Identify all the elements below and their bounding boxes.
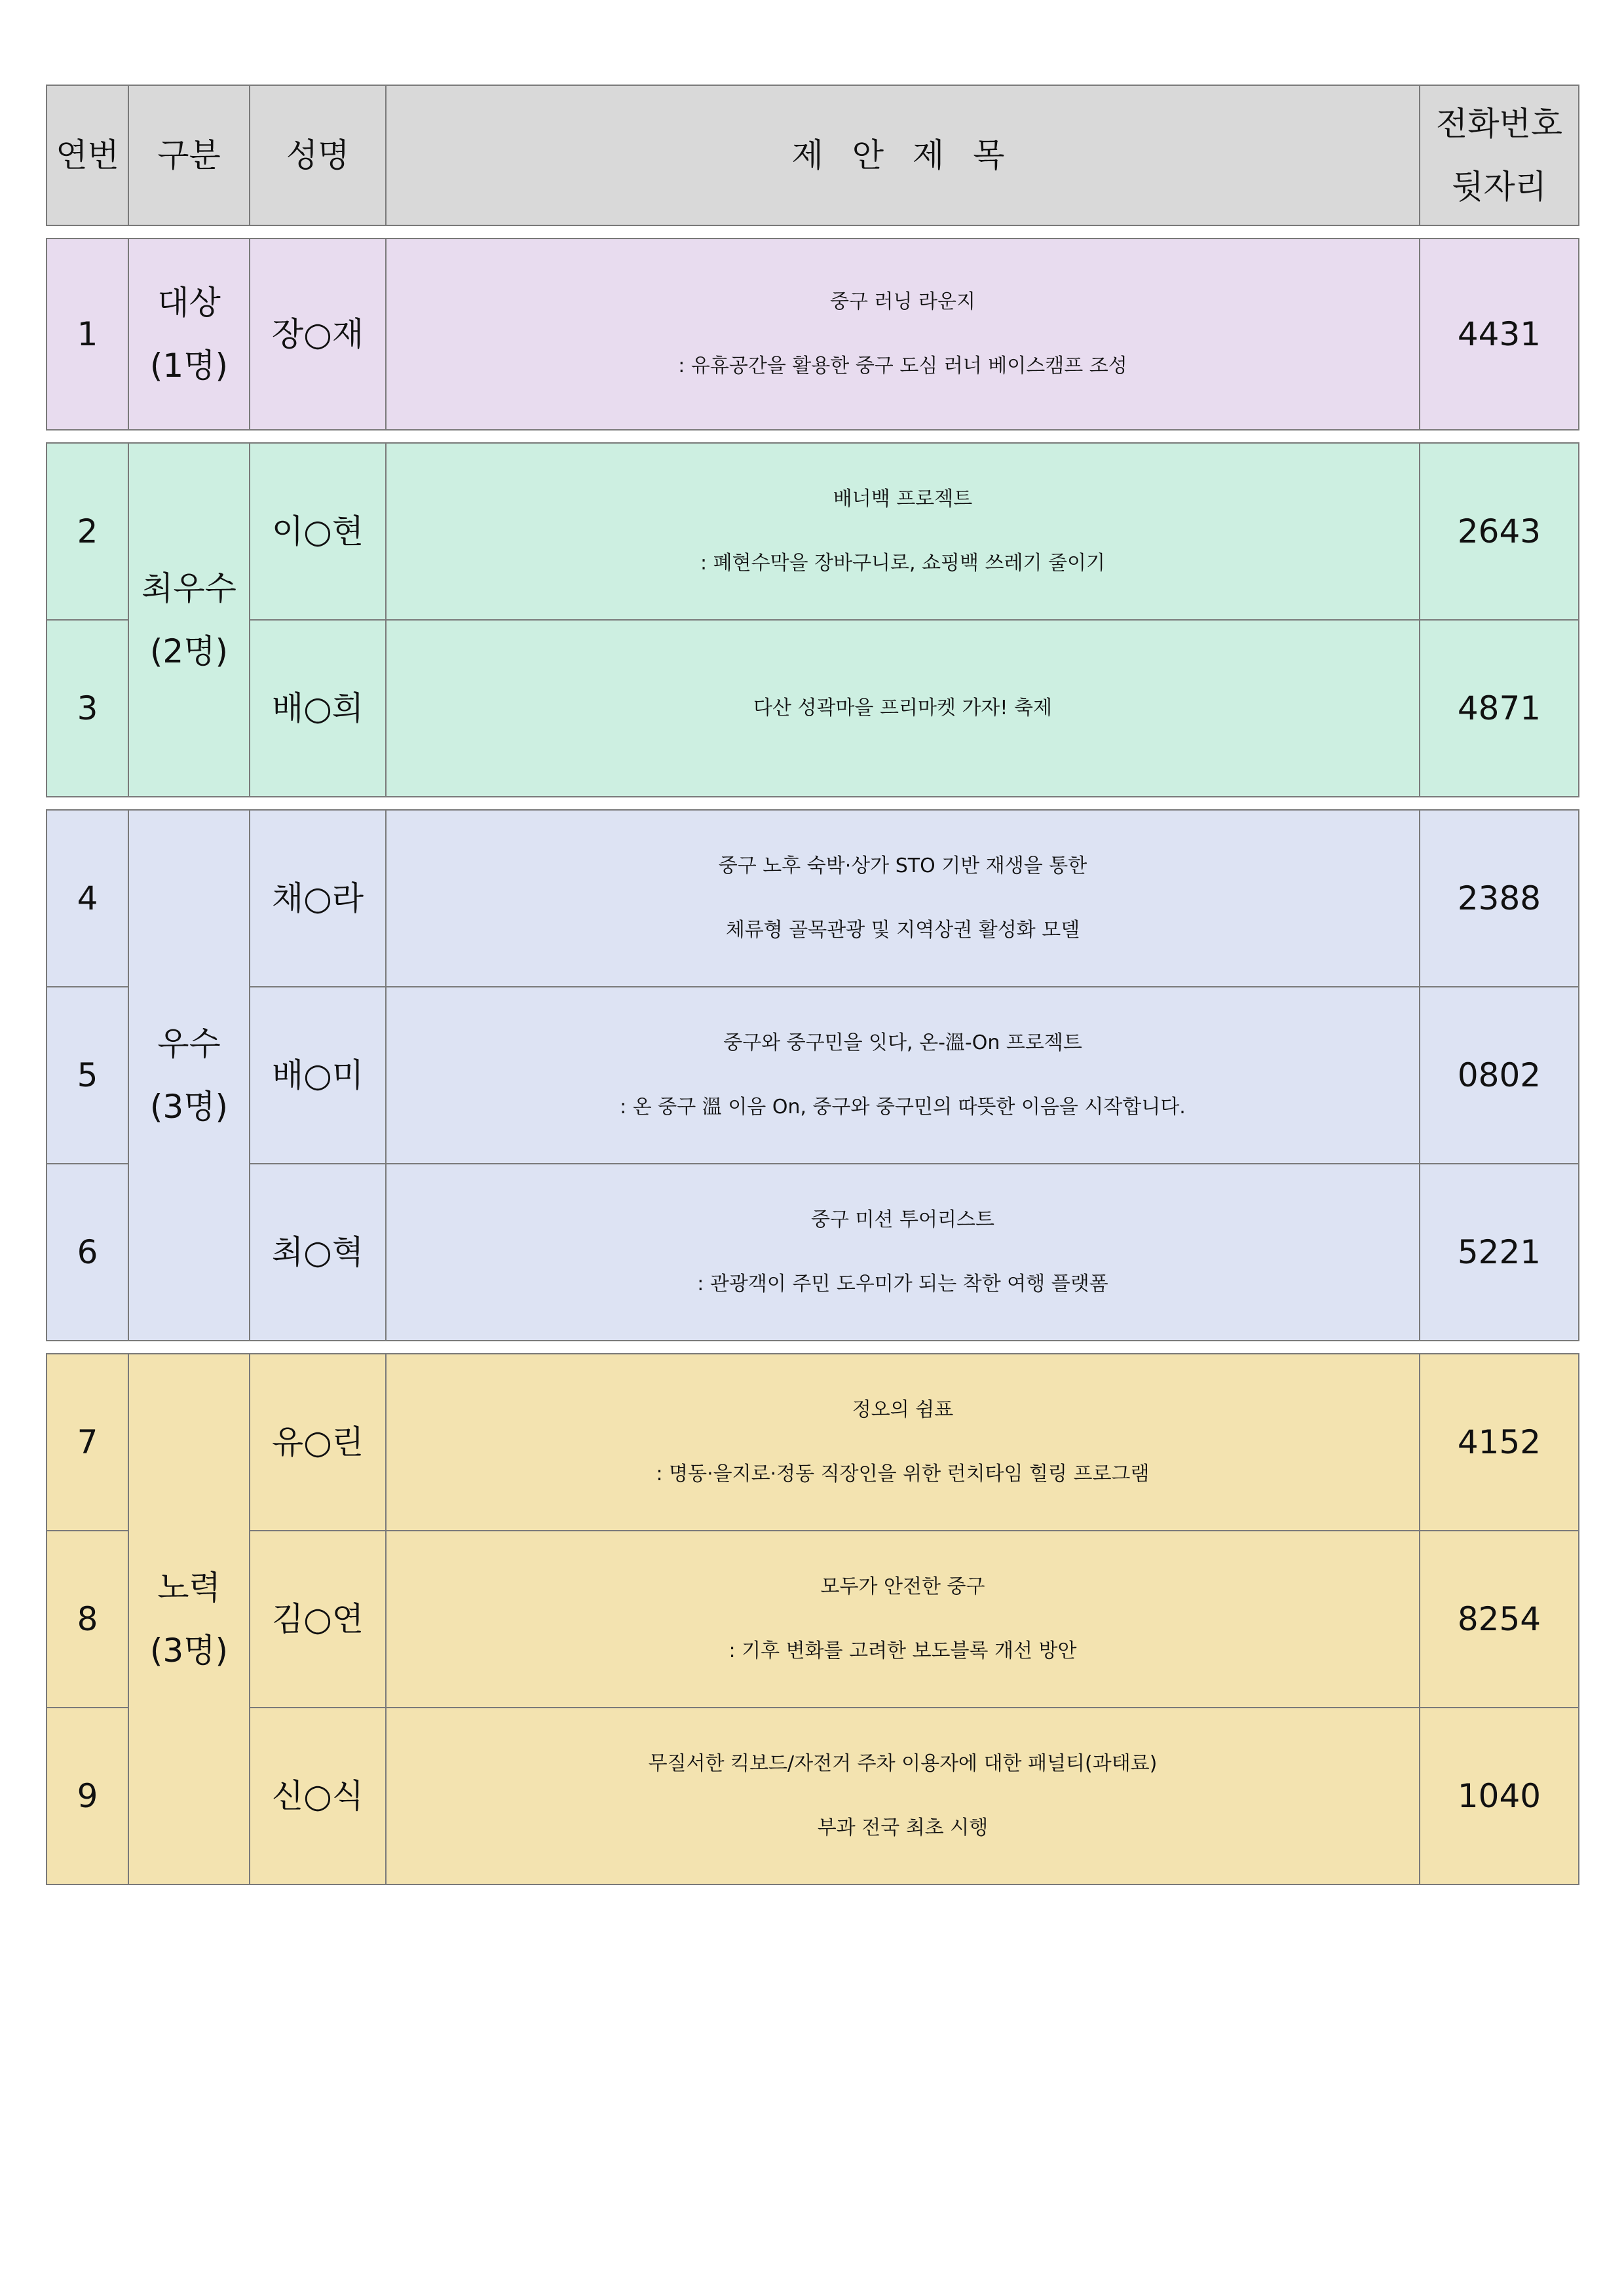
- proposal-title: [386, 1531, 1420, 1708]
- award-category-label: 최우수: [142, 569, 236, 607]
- award-category-label: 노력: [157, 1569, 221, 1607]
- table-row: [47, 1164, 1579, 1341]
- group-spacer-cell: [47, 797, 1579, 810]
- proposal-title: [386, 443, 1420, 620]
- row-number: [47, 1708, 128, 1885]
- row-number-text: 6: [77, 1233, 98, 1271]
- proposal-title-sub: : 관광객이 주민 도우미가 되는 착한 여행 플랫폼: [697, 1272, 1108, 1295]
- award-category: [128, 810, 250, 1341]
- proposal-title-main: 무질서한 킥보드/자전거 주차 이용자에 대한 패널티(과태료): [648, 1752, 1158, 1775]
- award-category-count: (3명): [149, 1632, 229, 1670]
- table-row: [47, 987, 1579, 1164]
- phone-suffix-text: 4871: [1457, 689, 1541, 727]
- award-category-count: (1명): [149, 347, 229, 385]
- proposer-name: [250, 620, 386, 797]
- phone-suffix-text: 2643: [1457, 512, 1541, 550]
- proposal-title: [386, 1164, 1420, 1341]
- award-category: [128, 239, 250, 430]
- proposer-name: [250, 239, 386, 430]
- row-number: [47, 443, 128, 620]
- proposal-title-sub: : 유휴공간을 활용한 중구 도심 러너 베이스캠프 조성: [678, 354, 1127, 377]
- proposer-name-text: 배○미: [271, 1056, 364, 1094]
- proposer-name-text: 채○라: [271, 879, 364, 917]
- awards-table: [46, 85, 1579, 1885]
- row-number-text: 5: [77, 1056, 98, 1094]
- row-number-text: 9: [77, 1777, 98, 1815]
- proposer-name: [250, 1708, 386, 1885]
- proposer-name-text: 장○재: [271, 315, 364, 353]
- group-spacer: [47, 430, 1579, 443]
- row-number: [47, 987, 128, 1164]
- table-row: [47, 239, 1579, 430]
- phone-suffix-text: 4152: [1457, 1423, 1541, 1461]
- award-category-label: 대상: [157, 284, 221, 322]
- phone-suffix: [1420, 1531, 1579, 1708]
- proposal-title-main: 중구 러닝 라운지: [830, 290, 975, 313]
- proposer-name: [250, 1164, 386, 1341]
- proposer-name: [250, 987, 386, 1164]
- award-category-count: (2명): [149, 632, 229, 670]
- group-spacer: [47, 1341, 1579, 1354]
- proposal-title-sub: : 폐현수막을 장바구니로, 쇼핑백 쓰레기 줄이기: [700, 552, 1105, 575]
- proposer-name: [250, 1354, 386, 1531]
- proposal-title: [386, 810, 1420, 987]
- table-row: [47, 810, 1579, 987]
- award-category: [128, 443, 250, 797]
- row-number-text: 1: [77, 315, 98, 353]
- header-row: [47, 85, 1579, 225]
- proposal-title: [386, 239, 1420, 430]
- header-name: [250, 85, 386, 225]
- proposal-title-sub: : 온 중구 溫 이음 On, 중구와 중구민의 따뜻한 이음을 시작합니다.: [620, 1096, 1186, 1119]
- award-category-label: 우수: [157, 1025, 221, 1063]
- phone-suffix-text: 2388: [1457, 879, 1541, 917]
- group-spacer: [47, 797, 1579, 810]
- row-number-text: 8: [77, 1600, 98, 1638]
- proposal-title: [386, 620, 1420, 797]
- proposer-name: [250, 443, 386, 620]
- row-number-text: 4: [77, 879, 98, 917]
- proposal-title-main: 중구와 중구민을 잇다, 온-溫-On 프로젝트: [723, 1031, 1082, 1054]
- row-number: [47, 810, 128, 987]
- phone-suffix: [1420, 239, 1579, 430]
- table-row: [47, 1531, 1579, 1708]
- header-phone: [1420, 85, 1579, 225]
- row-number: [47, 620, 128, 797]
- header-title: [386, 85, 1420, 225]
- row-number: [47, 1164, 128, 1341]
- row-number-text: 7: [77, 1423, 98, 1461]
- proposal-title-main: 모두가 안전한 중구: [820, 1575, 985, 1598]
- proposer-name: [250, 1531, 386, 1708]
- award-category-count: (3명): [149, 1088, 229, 1126]
- awards-table-body: [47, 85, 1579, 1885]
- phone-suffix-text: 8254: [1457, 1600, 1541, 1638]
- header-name-label: 성명: [286, 136, 350, 174]
- table-row: [47, 620, 1579, 797]
- proposer-name-text: 최○혁: [271, 1233, 364, 1271]
- proposal-title-sub: 체류형 골목관광 및 지역상권 활성화 모델: [725, 919, 1080, 942]
- group-spacer-cell: [47, 225, 1579, 239]
- proposal-title: [386, 1708, 1420, 1885]
- phone-suffix-text: 5221: [1457, 1233, 1541, 1271]
- header-no-label: 연번: [56, 136, 119, 174]
- proposal-title: [386, 987, 1420, 1164]
- proposal-title-main: 다산 성곽마을 프리마켓 가자! 축제: [753, 697, 1052, 719]
- proposer-name-text: 배○희: [271, 689, 364, 727]
- header-category: [128, 85, 250, 225]
- row-number: [47, 1531, 128, 1708]
- phone-suffix: [1420, 443, 1579, 620]
- phone-suffix: [1420, 987, 1579, 1164]
- phone-suffix-text: 1040: [1457, 1777, 1541, 1815]
- proposal-title-sub: : 기후 변화를 고려한 보도블록 개선 방안: [728, 1639, 1077, 1662]
- proposal-title-sub: : 명동·을지로·정동 직장인을 위한 런치타임 힐링 프로그램: [656, 1463, 1150, 1485]
- phone-suffix: [1420, 620, 1579, 797]
- phone-suffix-text: 4431: [1457, 315, 1541, 353]
- proposal-title-sub: 부과 전국 최초 시행: [817, 1816, 989, 1839]
- group-spacer-cell: [47, 1341, 1579, 1354]
- proposal-title-main: 중구 미션 투어리스트: [811, 1208, 994, 1231]
- award-category: [128, 1354, 250, 1885]
- row-number: [47, 239, 128, 430]
- header-phone-label-line1: 전화번호: [1435, 105, 1563, 143]
- group-spacer-cell: [47, 430, 1579, 443]
- table-row: [47, 1354, 1579, 1531]
- proposer-name-text: 김○연: [271, 1600, 364, 1638]
- proposer-name-text: 신○식: [271, 1777, 364, 1815]
- proposal-title-main: 배너백 프로젝트: [833, 488, 973, 510]
- group-spacer: [47, 225, 1579, 239]
- table-row: [47, 1708, 1579, 1885]
- phone-suffix: [1420, 1164, 1579, 1341]
- phone-suffix-text: 0802: [1457, 1056, 1541, 1094]
- proposal-title-main: 중구 노후 숙박·상가 STO 기반 재생을 통한: [718, 854, 1087, 877]
- table-row: [47, 443, 1579, 620]
- phone-suffix: [1420, 1708, 1579, 1885]
- header-no: [47, 85, 128, 225]
- header-phone-label-line2: 뒷자리: [1452, 168, 1547, 206]
- row-number-text: 3: [77, 689, 98, 727]
- header-category-label: 구분: [157, 136, 221, 174]
- row-number: [47, 1354, 128, 1531]
- proposal-title: [386, 1354, 1420, 1531]
- proposer-name-text: 이○현: [271, 512, 364, 550]
- proposal-title-main: 정오의 쉼표: [852, 1398, 954, 1421]
- phone-suffix: [1420, 810, 1579, 987]
- proposer-name-text: 유○린: [271, 1423, 364, 1461]
- proposer-name: [250, 810, 386, 987]
- phone-suffix: [1420, 1354, 1579, 1531]
- header-title-label: 제 안 제 목: [791, 136, 1014, 174]
- row-number-text: 2: [77, 512, 98, 550]
